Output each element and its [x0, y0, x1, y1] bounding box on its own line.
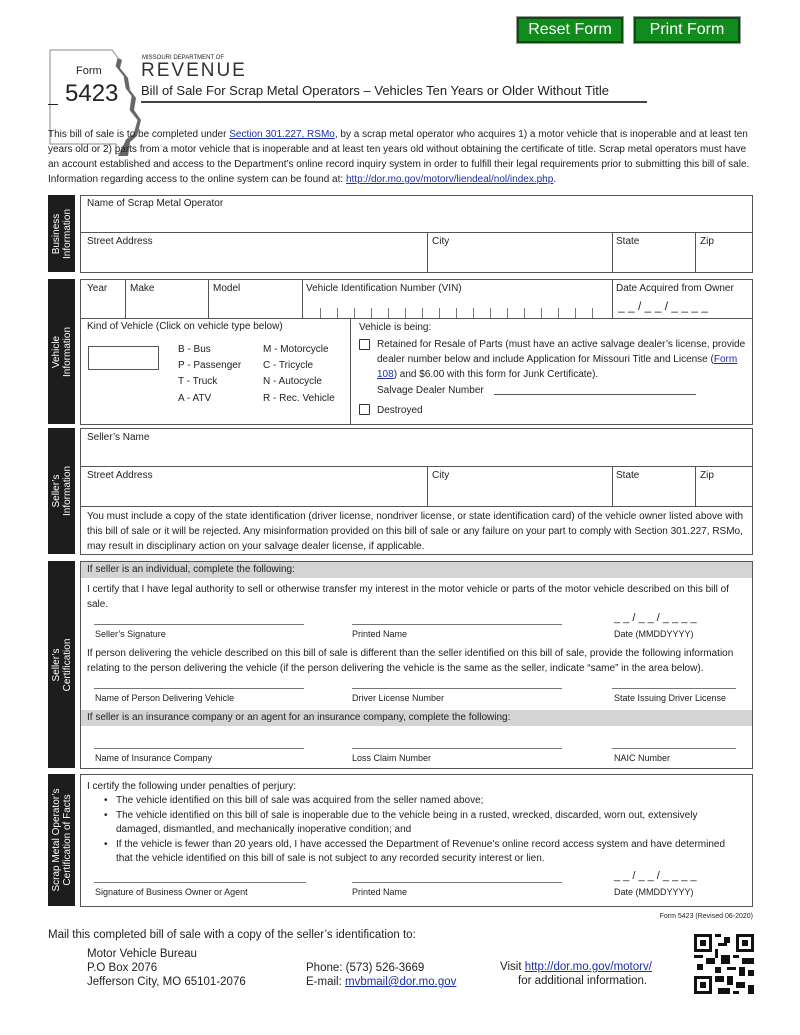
owner-date-label: Date (MMDDYYYY)	[614, 887, 694, 897]
date-label: Date (MMDDYYYY)	[614, 629, 694, 639]
kind-of-vehicle-label: Kind of Vehicle (Click on vehicle type below)	[87, 321, 283, 332]
revenue-logo: REVENUE	[141, 60, 247, 81]
print-form-button[interactable]: Print Form	[634, 17, 740, 43]
vehicle-type-passenger[interactable]: P - Passenger	[178, 360, 242, 371]
intro-text: This bill of sale is to be completed under Section 301.227, RSMo, by a scrap metal operator who acquires 1) a motor vehicle that is inoperable and at least ten years old or 2) parts from a motor vehicle that is inoperable and at least ten years old without obtaining the certificate of title. Scrap metal operators must have an account established and access to the Department’s online record inquiry system in order to fulfill their legal requirements prior to submitting this bill of sale. Information regarding access to the online system can be found at: http://dor.mo.gov/motorv/liendeal/nol/index.php.	[48, 129, 750, 185]
business-street-field[interactable]: Street Address	[87, 236, 153, 247]
driver-license-number-field[interactable]	[352, 688, 562, 689]
phone: Phone: (573) 526-3669	[306, 962, 425, 974]
vehicle-type-rec-vehicle[interactable]: R - Rec. Vehicle	[263, 393, 335, 404]
email: E-mail: mvbmail@dor.mo.gov	[306, 976, 457, 988]
vehicle-type-truck[interactable]: T - Truck	[178, 376, 218, 387]
additional-info-text: for additional information.	[518, 975, 648, 987]
email-link[interactable]: mvbmail@dor.mo.gov	[344, 976, 457, 988]
perjury-intro: I certify the following under penalties of perjury:	[87, 781, 296, 792]
reset-form-button[interactable]: Reset Form	[517, 17, 623, 43]
retained-label: Retained for Resale of Parts (must have an active salvage dealer’s license, provide dealer number below and include Application for Missouri Title and License (Form 108) and $6.00 with this form for Junk Certificate).	[377, 339, 746, 380]
sellers-signature-field[interactable]	[94, 624, 304, 625]
seller-city-field[interactable]: City	[432, 470, 450, 481]
state-issuing-field[interactable]	[612, 688, 736, 689]
date-acquired-label: Date Acquired from Owner	[616, 283, 734, 294]
seller-state-field[interactable]: State	[616, 470, 640, 481]
make-field[interactable]: Make	[130, 283, 155, 294]
address-line-1: Motor Vehicle Bureau	[87, 948, 197, 960]
state-issuing-label: State Issuing Driver License	[614, 693, 727, 703]
naic-number-field[interactable]	[612, 748, 736, 749]
owner-printed-name-label: Printed Name	[352, 887, 408, 897]
vehicle-information-tab: Vehicle Information	[48, 279, 75, 424]
delivery-instructions: If person delivering the vehicle described on this bill of sale is different than the seller identified on this bill of sale, provide the following information relating to the person delivering the vehicle (if the person delivering the vehicle is the same as the seller, indicate “same” in the area below).	[87, 648, 734, 674]
fact-item: The vehicle identified on this bill of sale is inoperable due to the vehicle being in a rusted, wrecked, discarded, worn out, extensively damaged, dismantled, and mechanically inoperative condition; and	[116, 810, 698, 835]
seller-information-tab: Seller’s Information	[48, 428, 75, 554]
business-state-field[interactable]: State	[616, 236, 640, 247]
form-revision: Form 5423 (Revised 06-2020)	[659, 913, 753, 920]
vehicle-type-tricycle[interactable]: C - Tricycle	[263, 360, 313, 371]
loss-claim-number-field[interactable]	[352, 748, 562, 749]
insurance-company-label: Name of Insurance Company	[95, 753, 213, 763]
owner-signature-label: Signature of Business Owner or Agent	[95, 887, 248, 897]
section-301-227-link[interactable]: Section 301.227, RSMo	[229, 129, 335, 140]
delivering-person-field[interactable]	[94, 688, 304, 689]
vin-character-ticks	[320, 308, 608, 318]
destroyed-label: Destroyed	[377, 405, 423, 416]
vehicle-type-autocycle[interactable]: N - Autocycle	[263, 376, 322, 387]
form-108-link[interactable]: Form 108	[377, 354, 738, 380]
vin-field[interactable]: Vehicle Identification Number (VIN)	[306, 283, 462, 294]
fact-item: If the vehicle is fewer than 20 years old, I have accessed the Department of Revenue’s online record access system and have determined that the vehicle identified on this bill of sale is not subject to any recorded security interest or lien.	[116, 839, 726, 864]
vehicle-type-bus[interactable]: B - Bus	[178, 344, 211, 355]
seller-zip-field[interactable]: Zip	[700, 470, 714, 481]
mail-instructions: Mail this completed bill of sale with a copy of the seller’s identification to:	[48, 929, 416, 941]
form-label: Form	[76, 65, 102, 77]
driver-license-label: Driver License Number	[352, 693, 445, 703]
model-field[interactable]: Model	[213, 283, 241, 294]
seller-certification-tab: Seller’s Certification	[48, 561, 75, 768]
certification-of-facts-tab: Scrap Metal Operator’s Certification of Facts	[48, 774, 75, 906]
salvage-dealer-number-label: Salvage Dealer Number	[377, 385, 484, 396]
individual-header: If seller is an individual, complete the following:	[81, 562, 752, 578]
facts-list: • The vehicle identified on this bill of sale was acquired from the seller named above; • The vehicle identified on this bill of sale is inoperable due to the vehicle being in a rusted, wrecked, discarded, worn out, extensively damaged, dismantled, and mechanically inoperative condition; and • If the vehicle is fewer than 20 years old, I have accessed the Department of Revenue’s online record access system and have determined that the vehicle identified on this bill of sale is not subject to any recorded security interest or lien.	[104, 795, 726, 864]
visit-text: Visit http://dor.mo.gov/motorv/	[500, 961, 652, 973]
business-zip-field[interactable]: Zip	[700, 236, 714, 247]
seller-printed-name-field[interactable]	[352, 624, 562, 625]
owner-printed-name-field[interactable]	[352, 882, 562, 883]
fact-item: The vehicle identified on this bill of sale was acquired from the seller named above;	[116, 795, 484, 806]
agency-name: MISSOURI DEPARTMENT OF	[142, 55, 225, 61]
insurance-header: If seller is an insurance company or an agent for an insurance company, complete the following:	[81, 710, 752, 726]
seller-name-field[interactable]: Seller’s Name	[87, 432, 150, 443]
loss-claim-label: Loss Claim Number	[352, 753, 432, 763]
year-field[interactable]: Year	[87, 283, 108, 294]
motorv-link[interactable]: http://dor.mo.gov/motorv/	[524, 961, 652, 973]
online-system-link[interactable]: http://dor.mo.gov/motorv/liendeal/nol/index.php	[345, 174, 554, 185]
page-title: Bill of Sale For Scrap Metal Operators – Vehicles Ten Years or Older Without Title	[141, 83, 609, 98]
qr-code-icon	[694, 934, 754, 994]
vehicle-type-motorcycle[interactable]: M - Motorcycle	[263, 344, 329, 355]
sellers-signature-label: Seller’s Signature	[95, 629, 166, 639]
business-city-field[interactable]: City	[432, 236, 450, 247]
seller-date-field[interactable]: _ _ / _ _ / _ _ _ _	[614, 612, 697, 624]
address-line-2: P.O Box 2076	[87, 962, 158, 974]
address-line-3: Jefferson City, MO 65101-2076	[87, 976, 246, 988]
individual-certification-text: I certify that I have legal authority to sell or otherwise transfer my interest in the motor vehicle or parts of the motor vehicle described on this bill of sale.	[87, 584, 729, 610]
vehicle-type-atv[interactable]: A - ATV	[178, 393, 212, 404]
vehicle-type-input[interactable]	[88, 346, 159, 370]
business-information-tab: Business Information	[48, 195, 75, 272]
salvage-dealer-number-field[interactable]	[494, 394, 696, 395]
form-number: 5423	[65, 80, 119, 107]
seller-street-field[interactable]: Street Address	[87, 470, 153, 481]
destroyed-checkbox[interactable]	[359, 404, 370, 415]
vehicle-is-being-label: Vehicle is being:	[359, 322, 432, 333]
printed-name-label: Printed Name	[352, 629, 408, 639]
operator-name-field[interactable]: Name of Scrap Metal Operator	[87, 198, 224, 209]
owner-date-field[interactable]: _ _ / _ _ / _ _ _ _	[614, 870, 697, 882]
delivering-person-label: Name of Person Delivering Vehicle	[95, 693, 235, 703]
naic-label: NAIC Number	[614, 753, 671, 763]
insurance-company-field[interactable]	[94, 748, 304, 749]
retained-checkbox[interactable]	[359, 339, 370, 350]
owner-signature-field[interactable]	[94, 882, 306, 883]
seller-id-notice: You must include a copy of the state identification (driver license, nondriver license, or state identification card) of the vehicle owner listed above with this bill of sale or it will be rejected. Any misinformation provided on this bill of sale or any failure on your part to comply with Section 301.227, RSMo, may result in disciplinary action on your salvage dealer license, if applicable.	[87, 511, 744, 552]
date-acquired-field[interactable]: _ _ / _ _ / _ _ _ _	[618, 299, 709, 313]
